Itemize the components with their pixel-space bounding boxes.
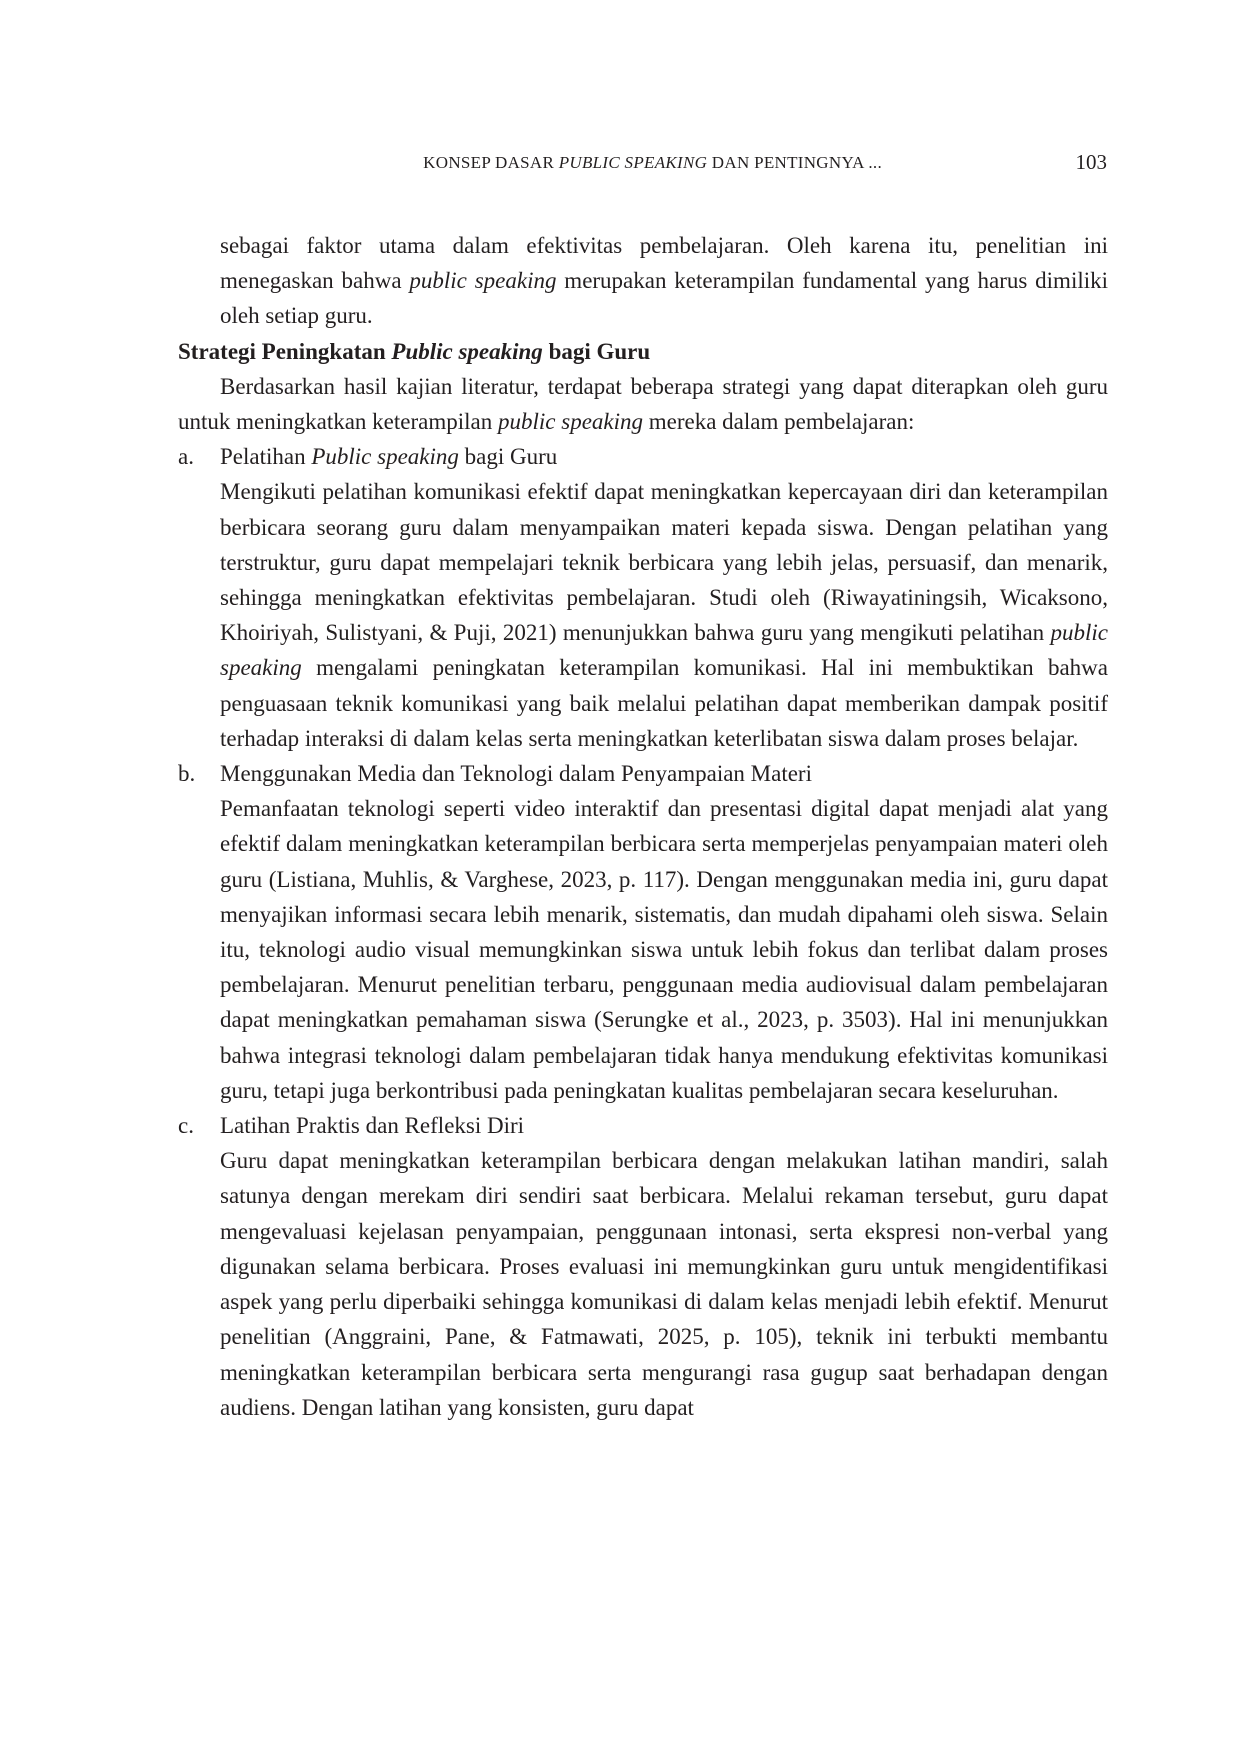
item-a-title-italic: Public speaking bbox=[311, 444, 459, 470]
section-heading-italic: Public speaking bbox=[391, 338, 543, 364]
list-item-c-title bbox=[178, 1108, 1108, 1143]
list-item-b-title bbox=[178, 756, 1108, 791]
section-lead-paragraph bbox=[178, 369, 1108, 439]
lead-italic-term: public speaking bbox=[498, 409, 643, 435]
item-a-italic-term: public speaking bbox=[220, 620, 1108, 681]
list-item-b-body: Pemanfaatan teknologi seperti video interaktif dan presentasi digital dapat menjadi alat yang efektif dalam meningkatkan keterampilan berbicara serta memperjelas penyampaian materi oleh guru (Listiana, Muhlis, & Varghese, 2023, p. 117). Dengan menggunakan media ini, guru dapat menyajikan informasi secara lebih menarik, sistematis, dan mudah dipahami oleh siswa. Selain itu, teknologi audio visual memungkinkan siswa untuk lebih fokus dan terlibat dalam proses pembelajaran. Menurut penelitian terbaru, penggunaan media audiovisual dalam pembelajaran dapat meningkatkan pemahaman siswa (Serungke et al., 2023, p. 3503). Hal ini menunjukkan bahwa integrasi teknologi dalam pembelajaran tidak hanya mendukung efektivitas komunikasi guru, tetapi juga berkontribusi pada peningkatan kualitas pembelajaran secara keseluruhan. bbox=[220, 796, 1108, 1103]
page-number: 103 bbox=[1075, 150, 1107, 174]
running-title-italic: PUBLIC SPEAKING bbox=[558, 153, 708, 172]
section-heading-post: bagi Guru bbox=[542, 338, 651, 364]
intro-text-1: sebagai faktor utama dalam efektivitas pembelajaran. Oleh karena itu, penelitian ini menegaskan bahwa bbox=[220, 233, 1108, 294]
intro-italic-term: public speaking bbox=[409, 268, 557, 294]
lead-text-2: mereka dalam pembelajaran: bbox=[643, 409, 915, 435]
section-heading bbox=[178, 334, 1108, 369]
intro-text-2: merupakan keterampilan fundamental yang harus dimiliki oleh setiap guru. bbox=[220, 268, 1109, 329]
list-item-a-title bbox=[178, 439, 1108, 474]
body-text bbox=[178, 228, 1108, 1425]
list-marker: c. bbox=[178, 1113, 194, 1139]
running-title-post: DAN PENTINGNYA ... bbox=[707, 153, 882, 172]
running-title bbox=[423, 153, 882, 173]
list-marker: b. bbox=[178, 761, 196, 787]
list-item-a-body bbox=[220, 474, 1108, 756]
list-marker: a. bbox=[178, 444, 194, 470]
intro-paragraph bbox=[220, 228, 1108, 334]
item-a-title-pre: Pelatihan bbox=[220, 444, 312, 470]
item-a-title-post: bagi Guru bbox=[458, 444, 558, 470]
item-c-title: Latihan Praktis dan Refleksi Diri bbox=[220, 1113, 525, 1139]
item-a-body-1: Mengikuti pelatihan komunikasi efektif dapat meningkatkan kepercayaan diri dan keterampilan berbicara seorang guru dalam menyampaikan materi kepada siswa. Dengan pelatihan yang terstruktur, guru dapat mempelajari teknik berbicara yang lebih jelas, persuasif, dan menarik, sehingga meningkatkan efektivitas pembelajaran. Studi oleh (Riwayatiningsih, Wicaksono, Khoiriyah, Sulistyani, & Puji, 2021) menunjukkan bahwa guru yang mengikuti pelatihan bbox=[220, 479, 1108, 646]
item-a-body-2: mengalami peningkatan keterampilan komunikasi. Hal ini membuktikan bahwa penguasaan teknik komunikasi yang baik melalui pelatihan dapat memberikan dampak positif terhadap interaksi di dalam kelas serta meningkatkan keterlibatan siswa dalam proses belajar. bbox=[220, 655, 1108, 751]
item-b-title: Menggunakan Media dan Teknologi dalam Penyampaian Materi bbox=[220, 761, 812, 787]
section-heading-pre: Strategi Peningkatan bbox=[178, 338, 392, 364]
list-item-c-body: Guru dapat meningkatkan keterampilan berbicara dengan melakukan latihan mandiri, salah satunya dengan merekam diri sendiri saat berbicara. Melalui rekaman tersebut, guru dapat mengevaluasi kejelasan penyampaian, penggunaan intonasi, serta ekspresi non-verbal yang digunakan selama berbicara. Proses evaluasi ini memungkinkan guru untuk mengidentifikasi aspek yang perlu diperbaiki sehingga komunikasi di dalam kelas menjadi lebih efektif. Menurut penelitian (Anggraini, Pane, & Fatmawati, 2025, p. 105), teknik ini terbukti membantu meningkatkan keterampilan berbicara serta mengurangi rasa gugup saat berhadapan dengan audiens. Dengan latihan yang konsisten, guru dapat bbox=[220, 1148, 1108, 1420]
running-title-pre: KONSEP DASAR bbox=[423, 153, 559, 172]
running-header bbox=[0, 150, 1240, 180]
lead-text-1: Berdasarkan hasil kajian literatur, terdapat beberapa strategi yang dapat diterapkan oleh guru untuk meningkatkan keterampilan bbox=[178, 373, 1108, 435]
